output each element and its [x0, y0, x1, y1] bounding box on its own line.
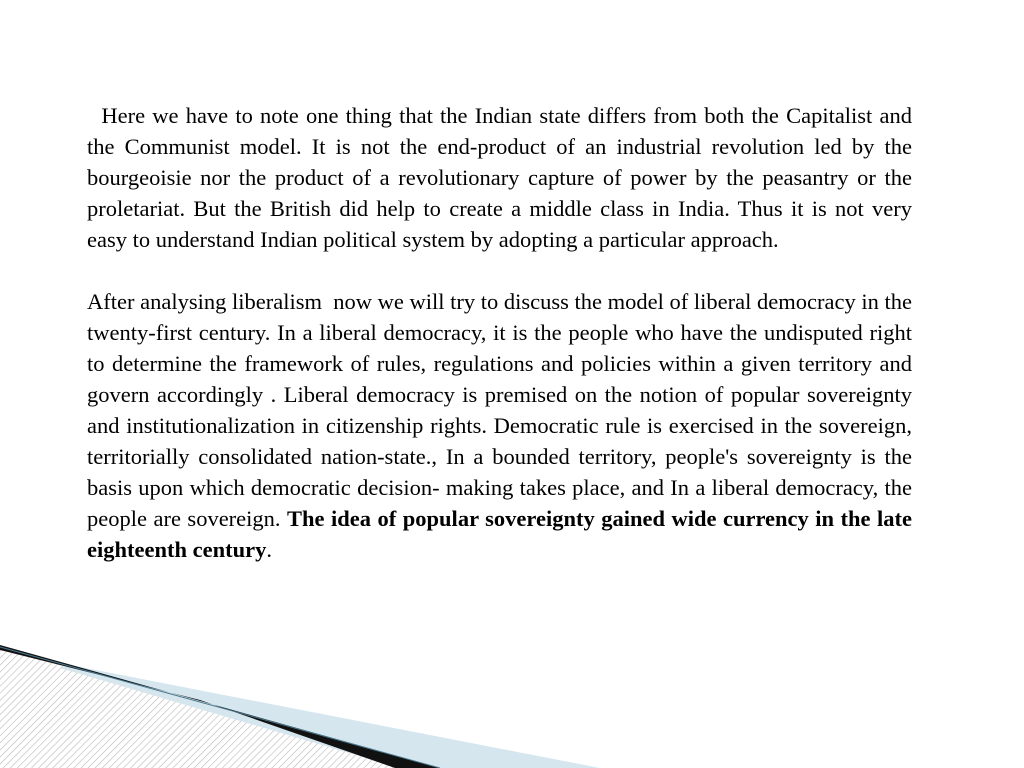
paragraph-indian-state: Here we have to note one thing that the Indian state differs from both the Capitalist and the Communist model. It is not the end-product of an industrial revolution led by the bourgeoisie nor the product of a revolutionary capture of power by the peasantry or the proletariat. But the British did help to create a middle class in India. Thus it is not very easy to understand Indian political system by adopting a particular approach. — [87, 103, 918, 252]
slide-body-text — [87, 100, 918, 565]
emphasis-popular-sovereignty: The idea of popular sovereignty gained wide currency in the late eighteenth century — [87, 506, 918, 562]
decor-dark-wedge — [0, 645, 440, 768]
decor-hatched-region — [0, 648, 470, 768]
decor-edge-line — [0, 647, 440, 768]
decor-light-band — [60, 665, 600, 768]
paragraph-liberal-democracy — [87, 286, 918, 565]
paragraph-liberal-democracy-text: After analysing liberalism now we will try to discuss the model of liberal democracy in the twenty-first century. In a liberal democracy, it is the people who have the undisputed right to determine the framework of rules, regulations and policies within a given territory and govern accordingly . Liberal democracy is premised on the notion of popular sovereignty and institutionalization in citizenship rights. Democratic rule is exercised in the sovereign, territorially consolidated nation-state., In a bounded territory, people's sovereignty is the basis upon which democratic decision- making takes place, and In a liberal democracy, the people are sovereign. — [87, 289, 918, 531]
paragraph-end-period: . — [266, 537, 272, 562]
